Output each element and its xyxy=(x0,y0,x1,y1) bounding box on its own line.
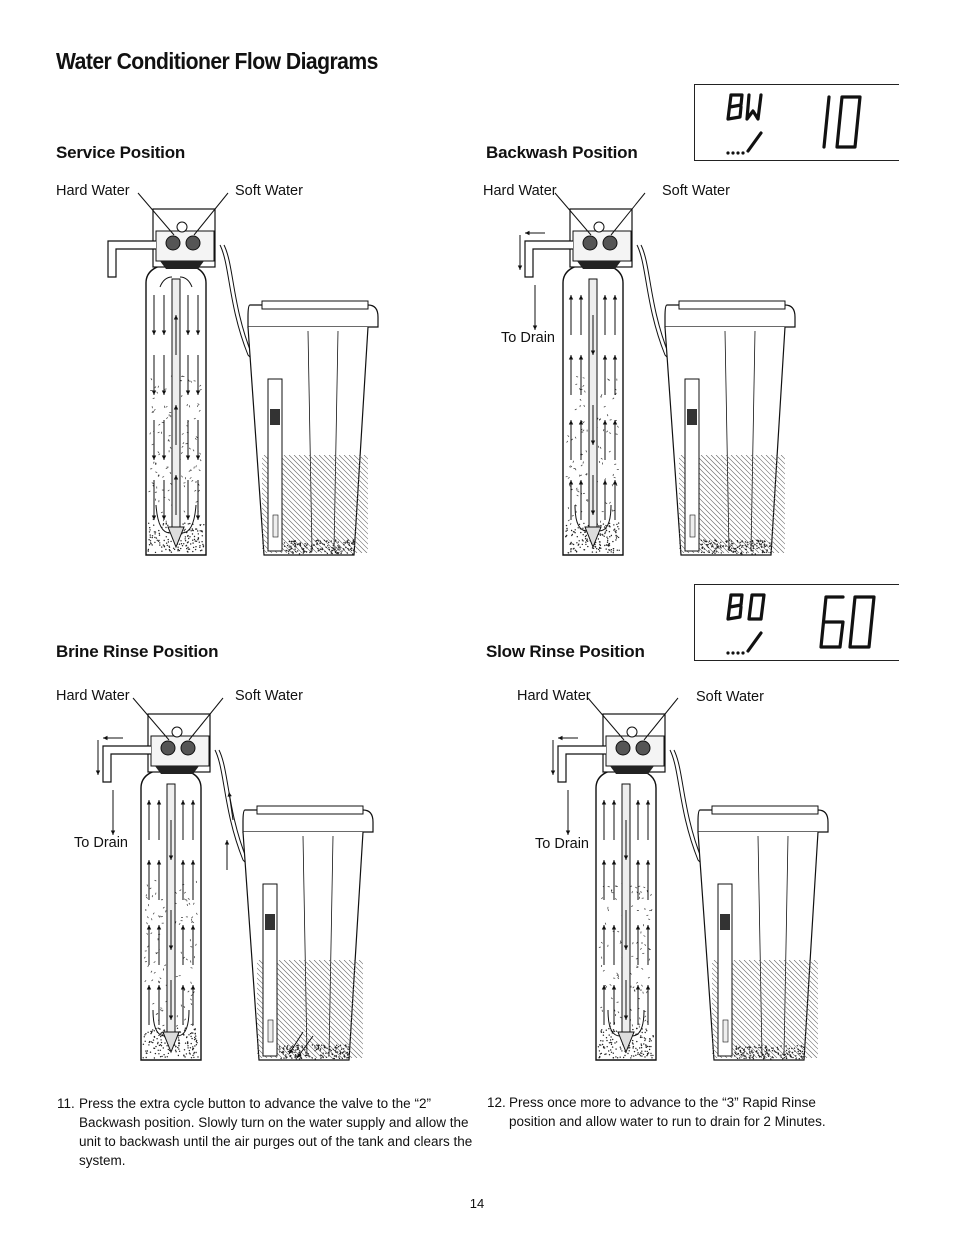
brine-draw-display xyxy=(694,584,899,661)
backwash-soft-water-label: Soft Water xyxy=(662,183,730,199)
brine-to-drain-label: To Drain xyxy=(74,835,128,851)
brine-hard-water-label: Hard Water xyxy=(56,688,130,704)
backwash-display xyxy=(694,65,899,161)
brine-rinse-flow-diagram xyxy=(93,710,383,1065)
slow-rinse-hard-water-label: Hard Water xyxy=(517,688,591,704)
backwash-hard-water-label: Hard Water xyxy=(483,183,557,199)
service-hard-water-label: Hard Water xyxy=(56,183,130,199)
brine-soft-water-label: Soft Water xyxy=(235,688,303,704)
step-12-number: 12. xyxy=(487,1095,506,1110)
page-title: Water Conditioner Flow Diagrams xyxy=(56,48,378,74)
step-11 xyxy=(57,1094,473,1170)
service-soft-water-label: Soft Water xyxy=(235,183,303,199)
service-flow-diagram xyxy=(98,205,388,560)
page-number: 14 xyxy=(469,1196,485,1211)
slow-rinse-soft-water-label: Soft Water xyxy=(696,689,764,705)
step-12-text: Press once more to advance to the “3” Rapid Rinse position and allow water to run to drain for 2 Minutes. xyxy=(509,1095,826,1129)
step-11-number: 11. xyxy=(57,1096,75,1111)
backwash-display-code: BW xyxy=(695,65,697,66)
brine-rinse-position-title: Brine Rinse Position xyxy=(56,642,219,661)
backwash-flow-diagram xyxy=(515,205,805,560)
slow-rinse-to-drain-label: To Drain xyxy=(535,836,589,852)
backwash-to-drain-label: To Drain xyxy=(501,330,555,346)
slow-rinse-position-title: Slow Rinse Position xyxy=(486,642,645,661)
step-12 xyxy=(487,1093,847,1131)
slow-rinse-flow-diagram xyxy=(548,710,838,1065)
service-position-title: Service Position xyxy=(56,143,186,162)
step-11-text: Press the extra cycle button to advance the valve to the “2” Backwash position. Slowly turn on the water supply and allow the unit to backwash until the air purges out of the tank and clears the system. xyxy=(79,1096,473,1168)
backwash-position-title: Backwash Position xyxy=(486,143,638,162)
